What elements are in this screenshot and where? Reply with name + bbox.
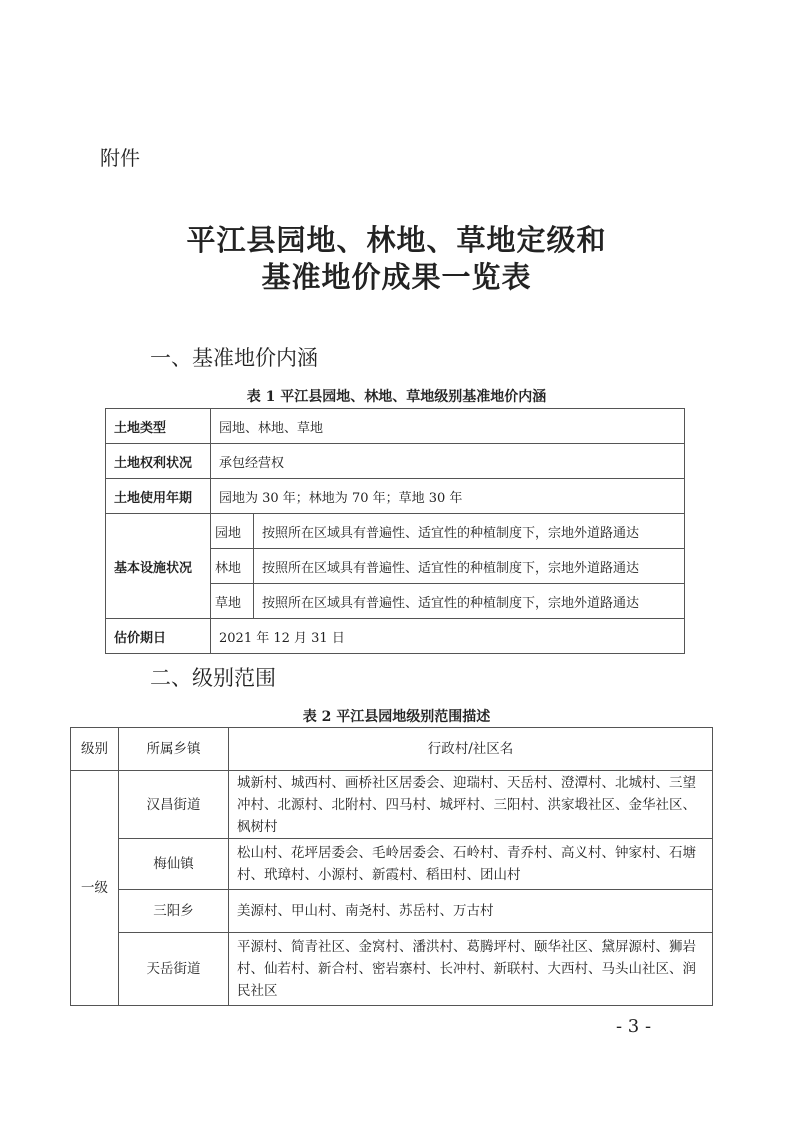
table-row bbox=[71, 839, 713, 890]
row-label: 土地类型 bbox=[106, 409, 211, 444]
table1-caption: 表 1 平江县园地、林地、草地级别基准地价内涵 bbox=[246, 389, 547, 405]
level-range-table bbox=[70, 727, 713, 1006]
land-type: 草地 bbox=[211, 584, 254, 619]
row-value: 园地为 30 年；林地为 70 年；草地 30 年 bbox=[211, 479, 685, 514]
row-value: 2021 年 12 月 31 日 bbox=[211, 619, 685, 654]
table-row bbox=[71, 890, 713, 933]
land-price-table bbox=[105, 408, 685, 654]
row-label: 土地权利状况 bbox=[106, 444, 211, 479]
table-row bbox=[106, 479, 685, 514]
table-row bbox=[106, 619, 685, 654]
document-title-line2: 基准地价成果一览表 bbox=[261, 260, 532, 294]
town-cell: 梅仙镇 bbox=[119, 839, 229, 890]
land-type: 园地 bbox=[211, 514, 254, 549]
row-label: 估价期日 bbox=[106, 619, 211, 654]
section2-heading: 二、级别范围 bbox=[150, 666, 276, 690]
header-cell: 级别 bbox=[71, 728, 119, 771]
row-label: 土地使用年期 bbox=[106, 479, 211, 514]
villages-cell: 松山村、花坪居委会、毛岭居委会、石岭村、青乔村、高义村、钟家村、石塘村、玳璋村、小源村、新霞村、稻田村、团山村 bbox=[229, 839, 713, 890]
row-value: 按照所在区域具有普遍性、适宜性的种植制度下，宗地外道路通达 bbox=[254, 584, 685, 619]
table-row bbox=[106, 514, 685, 549]
table2-caption: 表 2 平江县园地级别范围描述 bbox=[302, 709, 491, 725]
town-cell: 汉昌街道 bbox=[119, 771, 229, 839]
table-row bbox=[71, 771, 713, 839]
row-label: 基本设施状况 bbox=[106, 514, 211, 619]
land-type: 林地 bbox=[211, 549, 254, 584]
document-title-line1: 平江县园地、林地、草地定级和 bbox=[186, 223, 607, 257]
table-header-row bbox=[71, 728, 713, 771]
villages-cell: 美源村、甲山村、南尧村、苏岳村、万古村 bbox=[229, 890, 713, 933]
villages-cell: 平源村、简青社区、金窝村、潘洪村、葛腾坪村、颐华社区、黛屏源村、狮岩村、仙若村、新合村、密岩寨村、长冲村、新联村、大西村、马头山社区、润民社区 bbox=[229, 933, 713, 1006]
header-cell: 所属乡镇 bbox=[119, 728, 229, 771]
table-row bbox=[106, 444, 685, 479]
page-number: - 3 - bbox=[616, 1016, 652, 1037]
row-value: 园地、林地、草地 bbox=[211, 409, 685, 444]
villages-cell: 城新村、城西村、画桥社区居委会、迎瑞村、天岳村、澄潭村、北城村、三望冲村、北源村、北附村、四马村、城坪村、三阳村、洪家塅社区、金华社区、枫树村 bbox=[229, 771, 713, 839]
town-cell: 三阳乡 bbox=[119, 890, 229, 933]
level-cell: 一级 bbox=[71, 771, 119, 1006]
table-row bbox=[106, 409, 685, 444]
section1-heading: 一、基准地价内涵 bbox=[150, 346, 318, 370]
row-value: 承包经营权 bbox=[211, 444, 685, 479]
row-value: 按照所在区域具有普遍性、适宜性的种植制度下，宗地外道路通达 bbox=[254, 549, 685, 584]
attachment-label: 附件 bbox=[100, 146, 140, 170]
table-row bbox=[71, 933, 713, 1006]
header-cell: 行政村/社区名 bbox=[229, 728, 713, 771]
town-cell: 天岳街道 bbox=[119, 933, 229, 1006]
row-value: 按照所在区域具有普遍性、适宜性的种植制度下，宗地外道路通达 bbox=[254, 514, 685, 549]
